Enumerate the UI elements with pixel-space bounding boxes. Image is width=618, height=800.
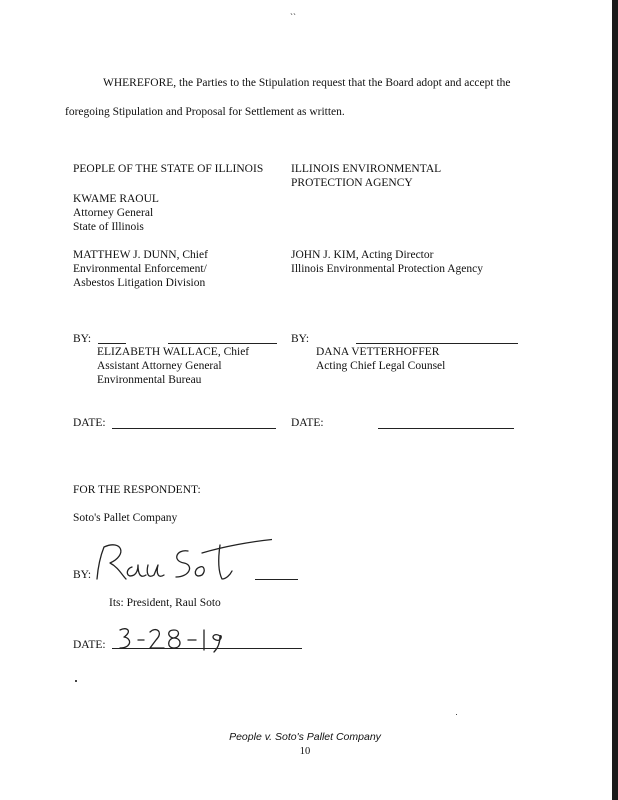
ag-name: KWAME RAOUL: [73, 193, 159, 205]
chief-division-2: Asbestos Litigation Division: [73, 277, 206, 289]
left-date-line: [112, 428, 276, 429]
footer-page-number: 10: [299, 746, 311, 757]
director-org: Illinois Environmental Protection Agency: [291, 263, 483, 275]
right-signer-title: Acting Chief Legal Counsel: [316, 360, 446, 372]
closing-line-1: WHEREFORE, the Parties to the Stipulation request that the Board adopt and accept the: [103, 77, 511, 89]
footer-case-title: People v. Soto's Pallet Company: [229, 731, 381, 743]
respondent-date-line: [112, 648, 302, 649]
closing-line-2: foregoing Stipulation and Proposal for Settlement as written.: [65, 106, 345, 118]
chief-name: MATTHEW J. DUNN, Chief: [73, 249, 208, 261]
director-name: JOHN J. KIM, Acting Director: [291, 249, 434, 261]
scan-speck: [456, 714, 457, 715]
right-date-label: DATE:: [291, 417, 324, 429]
respondent-heading: FOR THE RESPONDENT:: [73, 484, 201, 496]
handwritten-date: [112, 622, 232, 656]
left-by-label: BY:: [73, 333, 92, 345]
handwritten-signature: [92, 533, 272, 593]
left-party-heading: PEOPLE OF THE STATE OF ILLINOIS: [73, 163, 264, 175]
scan-mark: `ˋ: [290, 12, 296, 22]
respondent-company: Soto's Pallet Company: [73, 512, 178, 524]
left-signature-line-a: [98, 343, 126, 344]
left-signer-name: ELIZABETH WALLACE, Chief: [97, 346, 250, 358]
respondent-signature-line: [255, 579, 298, 580]
chief-division-1: Environmental Enforcement/: [73, 263, 207, 275]
right-date-line: [378, 428, 514, 429]
respondent-date-label: DATE:: [73, 639, 106, 651]
right-party-heading-1: ILLINOIS ENVIRONMENTAL: [291, 163, 442, 175]
left-signature-line-b: [168, 343, 277, 344]
scan-speck: [75, 680, 77, 682]
right-signer-name: DANA VETTERHOFFER: [316, 346, 440, 358]
left-date-label: DATE:: [73, 417, 106, 429]
right-party-heading-2: PROTECTION AGENCY: [291, 177, 413, 189]
left-signer-title-2: Environmental Bureau: [97, 374, 202, 386]
right-signature-line: [356, 343, 518, 344]
respondent-by-label: BY:: [73, 569, 92, 581]
ag-state: State of Illinois: [73, 221, 144, 233]
right-by-label: BY:: [291, 333, 310, 345]
page-edge: [612, 0, 618, 800]
ag-title: Attorney General: [73, 207, 154, 219]
left-signer-title-1: Assistant Attorney General: [97, 360, 222, 372]
respondent-its: Its: President, Raul Soto: [109, 597, 221, 609]
